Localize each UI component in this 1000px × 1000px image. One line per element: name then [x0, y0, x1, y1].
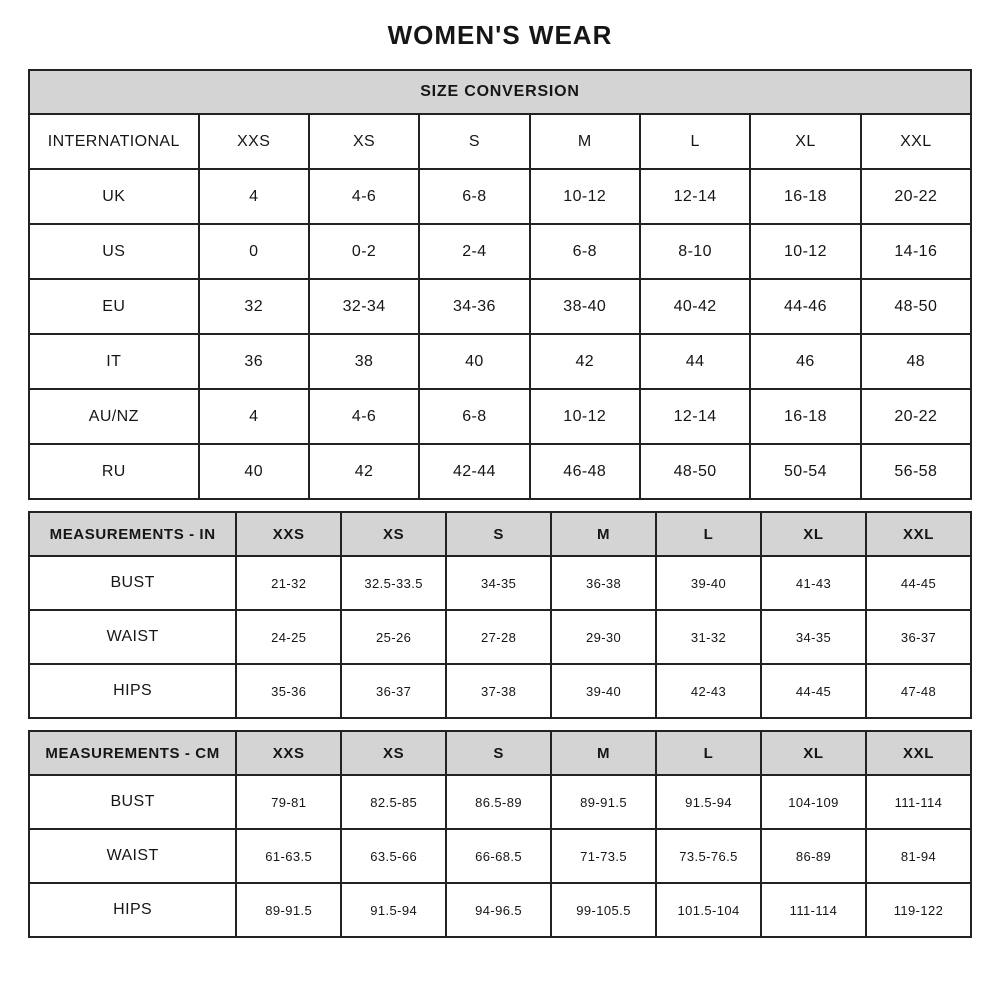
cell-value: 35-36 [236, 664, 341, 718]
cell-value: 119-122 [866, 883, 971, 937]
size-column-header: XL [761, 731, 866, 775]
cell-value: 38 [309, 334, 419, 389]
cell-value: 34-35 [446, 556, 551, 610]
cell-value: 34-36 [419, 279, 529, 334]
cell-value: 34-35 [761, 610, 866, 664]
size-column-header: S [446, 512, 551, 556]
cell-value: 4-6 [309, 169, 419, 224]
cell-value: 47-48 [866, 664, 971, 718]
row-label: HIPS [29, 664, 236, 718]
table-title: SIZE CONVERSION [29, 70, 971, 114]
cell-value: 86-89 [761, 829, 866, 883]
size-column-header: XXS [236, 512, 341, 556]
cell-value: 31-32 [656, 610, 761, 664]
table-row [29, 556, 971, 610]
cell-value: 38-40 [530, 279, 640, 334]
cell-value: 12-14 [640, 389, 750, 444]
row-label: RU [29, 444, 199, 499]
table-row [29, 334, 971, 389]
size-column-header: S [446, 731, 551, 775]
size-column-header: M [551, 731, 656, 775]
cell-value: 32-34 [309, 279, 419, 334]
cell-value: 111-114 [761, 883, 866, 937]
cell-value: 14-16 [861, 224, 971, 279]
cell-value: 2-4 [419, 224, 529, 279]
table-row [29, 224, 971, 279]
cell-value: 25-26 [341, 610, 446, 664]
size-column-header: XL [750, 114, 860, 169]
cell-value: 6-8 [530, 224, 640, 279]
table-row [29, 883, 971, 937]
size-column-header: M [551, 512, 656, 556]
row-header-label: MEASUREMENTS - IN [29, 512, 236, 556]
cell-value: 66-68.5 [446, 829, 551, 883]
cell-value: 104-109 [761, 775, 866, 829]
table-row [29, 169, 971, 224]
cell-value: 39-40 [656, 556, 761, 610]
size-column-header: XS [309, 114, 419, 169]
cell-value: 29-30 [551, 610, 656, 664]
cell-value: 41-43 [761, 556, 866, 610]
cell-value: 24-25 [236, 610, 341, 664]
cell-value: 36-37 [866, 610, 971, 664]
cell-value: 40 [199, 444, 309, 499]
cell-value: 91.5-94 [341, 883, 446, 937]
row-label: WAIST [29, 829, 236, 883]
row-label: BUST [29, 556, 236, 610]
table-row [29, 775, 971, 829]
cell-value: 56-58 [861, 444, 971, 499]
cell-value: 20-22 [861, 389, 971, 444]
size-column-header: L [656, 512, 761, 556]
cell-value: 40-42 [640, 279, 750, 334]
cell-value: 20-22 [861, 169, 971, 224]
size-column-header: L [640, 114, 750, 169]
cell-value: 79-81 [236, 775, 341, 829]
cell-value: 16-18 [750, 389, 860, 444]
row-label: IT [29, 334, 199, 389]
column-header-row [29, 512, 971, 556]
size-column-header: S [419, 114, 529, 169]
cell-value: 10-12 [530, 169, 640, 224]
cell-value: 111-114 [866, 775, 971, 829]
cell-value: 44-45 [866, 556, 971, 610]
page-title: WOMEN'S WEAR [387, 20, 613, 50]
row-header-label: INTERNATIONAL [29, 114, 199, 169]
size-column-header: XL [761, 512, 866, 556]
cell-value: 44 [640, 334, 750, 389]
cell-value: 73.5-76.5 [656, 829, 761, 883]
cell-value: 91.5-94 [656, 775, 761, 829]
cell-value: 81-94 [866, 829, 971, 883]
table-row [29, 664, 971, 718]
cell-value: 44-45 [761, 664, 866, 718]
row-label: HIPS [29, 883, 236, 937]
cell-value: 16-18 [750, 169, 860, 224]
cell-value: 48 [861, 334, 971, 389]
table-row [29, 389, 971, 444]
row-label: WAIST [29, 610, 236, 664]
cell-value: 4-6 [309, 389, 419, 444]
cell-value: 27-28 [446, 610, 551, 664]
table-title-row [29, 70, 971, 114]
cell-value: 6-8 [419, 389, 529, 444]
cell-value: 39-40 [551, 664, 656, 718]
cell-value: 0-2 [309, 224, 419, 279]
size-column-header: L [656, 731, 761, 775]
measurements-in-table [28, 511, 972, 719]
size-column-header: XXL [866, 731, 971, 775]
size-conversion-table [28, 69, 972, 500]
size-column-header: XXL [861, 114, 971, 169]
cell-value: 36-37 [341, 664, 446, 718]
row-label: UK [29, 169, 199, 224]
cell-value: 8-10 [640, 224, 750, 279]
column-header-row [29, 731, 971, 775]
size-column-header: XS [341, 512, 446, 556]
cell-value: 42-43 [656, 664, 761, 718]
cell-value: 89-91.5 [236, 883, 341, 937]
row-label: US [29, 224, 199, 279]
size-column-header: XS [341, 731, 446, 775]
cell-value: 42 [309, 444, 419, 499]
row-label: AU/NZ [29, 389, 199, 444]
cell-value: 4 [199, 389, 309, 444]
table-row [29, 829, 971, 883]
cell-value: 10-12 [530, 389, 640, 444]
cell-value: 82.5-85 [341, 775, 446, 829]
measurements-cm-table [28, 730, 972, 938]
cell-value: 99-105.5 [551, 883, 656, 937]
table-row [29, 279, 971, 334]
cell-value: 71-73.5 [551, 829, 656, 883]
cell-value: 89-91.5 [551, 775, 656, 829]
size-column-header: M [530, 114, 640, 169]
cell-value: 50-54 [750, 444, 860, 499]
cell-value: 21-32 [236, 556, 341, 610]
cell-value: 46 [750, 334, 860, 389]
row-label: EU [29, 279, 199, 334]
cell-value: 12-14 [640, 169, 750, 224]
cell-value: 36-38 [551, 556, 656, 610]
cell-value: 94-96.5 [446, 883, 551, 937]
cell-value: 48-50 [640, 444, 750, 499]
size-column-header: XXS [236, 731, 341, 775]
cell-value: 4 [199, 169, 309, 224]
cell-value: 63.5-66 [341, 829, 446, 883]
cell-value: 44-46 [750, 279, 860, 334]
cell-value: 0 [199, 224, 309, 279]
cell-value: 101.5-104 [656, 883, 761, 937]
cell-value: 42-44 [419, 444, 529, 499]
cell-value: 46-48 [530, 444, 640, 499]
cell-value: 42 [530, 334, 640, 389]
cell-value: 37-38 [446, 664, 551, 718]
size-column-header: XXL [866, 512, 971, 556]
row-header-label: MEASUREMENTS - CM [29, 731, 236, 775]
cell-value: 32 [199, 279, 309, 334]
cell-value: 61-63.5 [236, 829, 341, 883]
cell-value: 10-12 [750, 224, 860, 279]
table-row [29, 610, 971, 664]
column-header-row [29, 114, 971, 169]
cell-value: 6-8 [419, 169, 529, 224]
size-column-header: XXS [199, 114, 309, 169]
row-label: BUST [29, 775, 236, 829]
cell-value: 86.5-89 [446, 775, 551, 829]
table-row [29, 444, 971, 499]
cell-value: 48-50 [861, 279, 971, 334]
cell-value: 32.5-33.5 [341, 556, 446, 610]
cell-value: 40 [419, 334, 529, 389]
cell-value: 36 [199, 334, 309, 389]
